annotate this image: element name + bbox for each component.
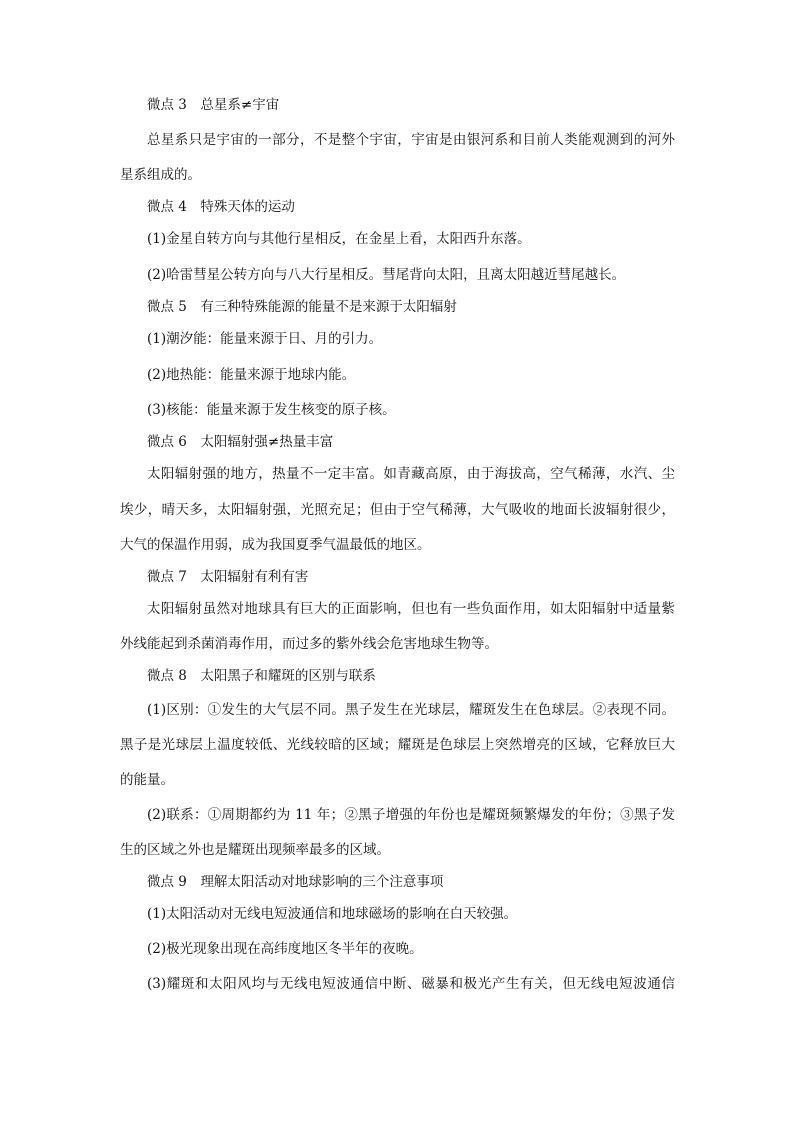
paragraph-line: 生的区域之外也是耀斑出现频率最多的区域。 bbox=[120, 842, 390, 858]
paragraph-line: 黑子是光球层上温度较低、光线较暗的区域；耀斑是色球层上突然增亮的区域，它释放巨大 bbox=[120, 737, 675, 753]
section-heading-9: 微点 9 理解太阳活动对地球影响的三个注意事项 bbox=[147, 874, 444, 890]
section-heading-4: 微点 4 特殊天体的运动 bbox=[147, 199, 295, 215]
section-heading-6: 微点 6 太阳辐射强≠热量丰富 bbox=[147, 434, 334, 450]
paragraph-line: (1)区别：①发生的大气层不同。黑子发生在光球层，耀斑发生在色球层。②表现不同。 bbox=[147, 702, 675, 718]
paragraph-line: 总星系只是宇宙的一部分，不是整个宇宙，宇宙是由银河系和目前人类能观测到的河外 bbox=[147, 132, 675, 148]
section-heading-8: 微点 8 太阳黑子和耀斑的区别与联系 bbox=[147, 668, 376, 684]
list-item: (1)金星自转方向与其他行星相反，在金星上看，太阳西升东落。 bbox=[147, 231, 531, 247]
paragraph-line: 太阳辐射虽然对地球具有巨大的正面影响，但也有一些负面作用，如太阳辐射中适量紫 bbox=[147, 601, 675, 617]
paragraph-line: (2)联系：①周期都约为 11 年；②黑子增强的年份也是耀斑频繁爆发的年份；③黑子发 bbox=[147, 807, 675, 823]
list-item: (1)太阳活动对无线电短波通信和地球磁场的影响在白天较强。 bbox=[147, 906, 518, 922]
list-item: (3)核能：能量来源于发生核变的原子核。 bbox=[147, 402, 396, 418]
paragraph-line: 太阳辐射强的地方，热量不一定丰富。如青藏高原，由于海拔高，空气稀薄，水汽、尘 bbox=[147, 466, 675, 482]
section-heading-3: 微点 3 总星系≠宇宙 bbox=[147, 97, 280, 113]
list-item: (3)耀斑和太阳风均与无线电短波通信中断、磁暴和极光产生有关，但无线电短波通信 bbox=[147, 976, 675, 992]
paragraph-line: 星系组成的。 bbox=[120, 167, 201, 183]
paragraph-line: 埃少，晴天多，太阳辐射强，光照充足；但由于空气稀薄，大气吸收的地面长波辐射很少， bbox=[120, 502, 675, 518]
paragraph-line: 大气的保温作用弱，成为我国夏季气温最低的地区。 bbox=[120, 537, 431, 553]
list-item: (1)潮汐能：能量来源于日、月的引力。 bbox=[147, 331, 383, 347]
list-item: (2)极光现象出现在高纬度地区冬半年的夜晚。 bbox=[147, 941, 423, 957]
section-heading-5: 微点 5 有三种特殊能源的能量不是来源于太阳辐射 bbox=[147, 299, 457, 315]
paragraph-line: 的能量。 bbox=[120, 772, 174, 788]
list-item: (2)哈雷彗星公转方向与八大行星相反。彗尾背向太阳，且离太阳越近彗尾越长。 bbox=[147, 267, 626, 283]
paragraph-line: 外线能起到杀菌消毒作用，而过多的紫外线会危害地球生物等。 bbox=[120, 636, 498, 652]
section-heading-7: 微点 7 太阳辐射有利有害 bbox=[147, 569, 309, 585]
list-item: (2)地热能：能量来源于地球内能。 bbox=[147, 367, 356, 383]
